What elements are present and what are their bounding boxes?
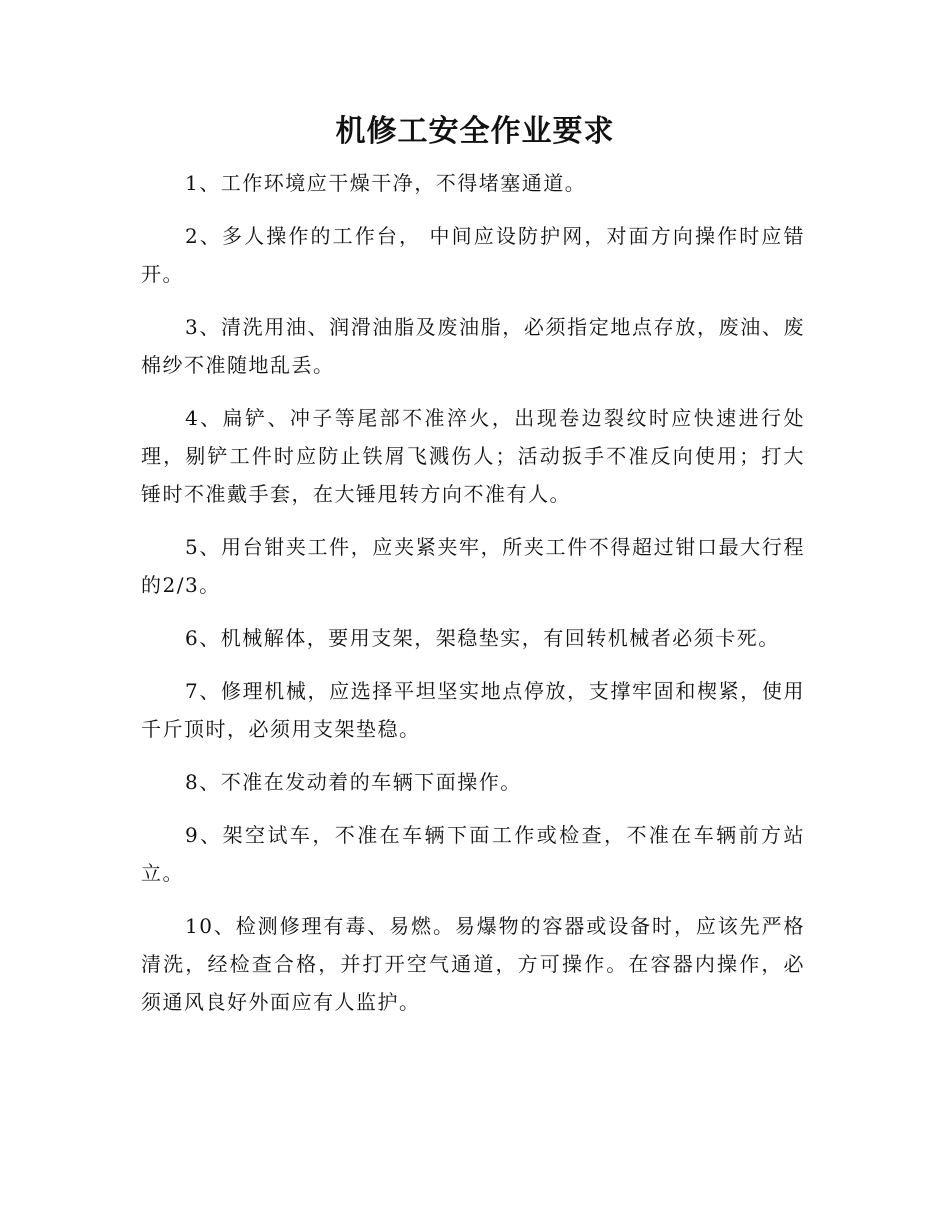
rule-item-8: 8、不准在发动着的车辆下面操作。 [185,770,522,794]
document-title: 机修工安全作业要求 [335,114,615,149]
rule-item-6: 6、机械解体，要用支架，架稳垫实，有回转机械者必须卡死。 [185,626,780,650]
rule-item-3: 3、清洗用油、润滑油脂及废油脂，必须指定地点存放，废油、废棉纱不准随地乱丢。 [141,315,805,377]
document-body [141,164,805,1036]
rule-item-7: 7、修理机械，应选择平坦坚实地点停放，支撑牢固和楔紧，使用千斤顶时，必须用支架垫稳。 [141,679,805,741]
rule-item-4: 4、扁铲、冲子等尾部不准淬火，出现卷边裂纹时应快速进行处理，剔铲工件时应防止铁屑飞溅伤人；活动扳手不准反向使用；打大锤时不准戴手套，在大锤甩转方向不准有人。 [141,406,805,506]
rule-item-9: 9、架空试车，不准在车辆下面工作或检查，不准在车辆前方站立。 [141,823,805,885]
rule-item-1: 1、工作环境应干燥干净，不得堵塞通道。 [185,171,587,195]
rule-item-10: 10、检测修理有毒、易燃。易爆物的容器或设备时，应该先严格清洗，经检查合格，并打开空气通道，方可操作。在容器内操作，必须通风良好外面应有人监护。 [141,914,805,1014]
rule-item-2: 2、多人操作的工作台， 中间应设防护网，对面方向操作时应错开。 [141,224,805,286]
rule-item-5: 5、用台钳夹工件，应夹紧夹牢，所夹工件不得超过钳口最大行程的2/3。 [141,535,805,597]
